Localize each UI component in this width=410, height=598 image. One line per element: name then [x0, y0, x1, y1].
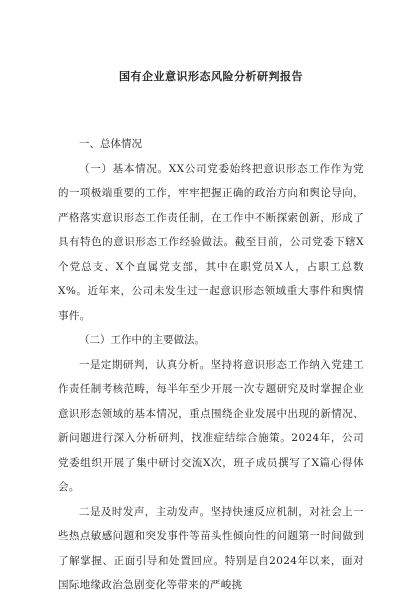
paragraph-regular-analysis: 一是定期研判，认真分析。坚持将意识形态工作纳入党建工作责任制考核范畴，每半年至少开展一次专题研究及时掌握企业意识形态领域的基本情况，重点围绕企业发展中出现的新情况、新问题进行深入分析研判，找准症结综合施策。2024年，公司党委组织开展了集中研讨交流X次，班子成员撰写了X篇心得体会。 — [58, 358, 364, 493]
document-title: 国有企业意识形态风险分析研判报告 — [119, 70, 303, 83]
paragraph-basic-situation: （一）基本情况。XX公司党委始终把意识形态工作作为党的一项极端重要的工作，牢牢把握正确的政治方向和舆论导向，严格落实意识形态工作责任制，在工作中不断探索创新，形成了具有特色的意识形态工作经验做法。截至目前，公司党委下辖X个党总支、X个直属党支部，其中在职党员X人，占职工总数X%。近年来，公司未发生过一起意识形态领域重大事件和舆情事件。 — [58, 162, 364, 322]
section-heading-overview: 一、总体情况 — [79, 138, 142, 150]
paragraph-timely-response: 二是及时发声，主动发声。坚持快速反应机制，对社会上一些热点敏感问题和突发事件等苗头性倾向性的问题第一时间做到了解掌握、正面引导和处置回应。特别是自2024年以来，面对国际地缘政治急剧变化等带来的严峻挑 — [58, 505, 364, 591]
subheading-main-practices: （二）工作中的主要做法。 — [79, 334, 205, 346]
